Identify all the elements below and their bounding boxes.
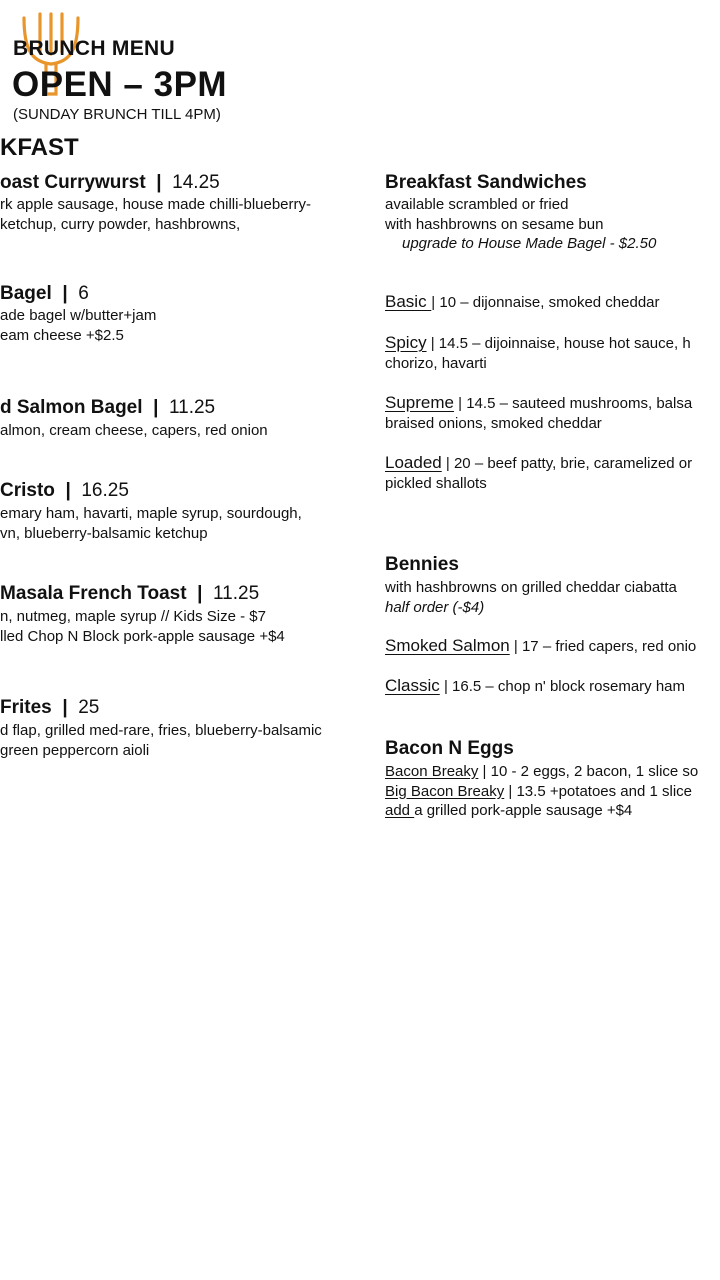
sandwich-basic: Basic | 10 – dijonnaise, smoked cheddar: [385, 292, 660, 311]
hours-heading: OPEN – 3PM: [12, 65, 228, 104]
section-title-sandwiches: Breakfast Sandwiches: [385, 172, 587, 193]
bacon-items: [385, 762, 698, 821]
big-bacon-breaky: Big Bacon Breaky | 13.5 +potatoes and 1 slice: [385, 782, 693, 800]
menu-item-french-toast: Masala French Toast | 11.25: [0, 583, 260, 604]
menu-item-cristo: Cristo | 16.25: [0, 480, 129, 501]
menu-item-frites: Frites | 25: [0, 697, 100, 718]
section-title-bacon: Bacon N Eggs: [385, 738, 514, 759]
item-name: Masala French Toast: [0, 583, 187, 604]
sandwich-supreme: Supreme | 14.5 – sauteed mushrooms, balsa braised onions, smoked cheddar: [385, 393, 693, 432]
section-title-bennies: Bennies: [385, 554, 459, 575]
item-price: 16.25: [81, 480, 129, 501]
item-description: ade bagel w/butter+jam eam cheese +$2.5: [0, 307, 157, 344]
bacon-breaky: Bacon Breaky | 10 - 2 eggs, 2 bacon, 1 slice so: [385, 763, 699, 780]
item-price: 14.25: [172, 172, 220, 193]
menu-item-salmon-bagel: d Salmon Bagel | 11.25: [0, 397, 216, 418]
item-name: Cristo: [0, 480, 55, 501]
item-description: rk apple sausage, house made chilli-blueberry- ketchup, curry powder, hashbrowns,: [0, 196, 312, 233]
item-description: d flap, grilled med-rare, fries, blueberry-balsamic green peppercorn aioli: [0, 722, 322, 759]
item-description: emary ham, havarti, maple syrup, sourdough, vn, blueberry-balsamic ketchup: [0, 505, 302, 542]
item-name: oast Currywurst: [0, 172, 146, 193]
item-price: 11.25: [213, 583, 260, 604]
item-description: n, nutmeg, maple syrup // Kids Size - $7 lled Chop N Block pork-apple sausage +$4: [0, 608, 285, 645]
half-order-note: half order (-$4): [385, 598, 485, 616]
item-price: 25: [78, 697, 100, 718]
add-sausage: add a grilled pork-apple sausage +$4: [385, 802, 633, 819]
sandwiches-description: available scrambled or fried with hashbrowns on sesame bun upgrade to House Made Bagel - $2.50: [385, 196, 657, 252]
section-title-breakfast: KFAST: [0, 134, 79, 161]
item-price: 6: [78, 283, 89, 304]
item-price: 11.25: [168, 397, 216, 418]
item-name: Bagel: [0, 283, 52, 304]
item-name: Frites: [0, 697, 52, 718]
menu-title: BRUNCH MENU: [13, 37, 175, 60]
bennies-description: with hashbrowns on grilled cheddar ciabatta half order (-$4): [385, 579, 677, 616]
menu-item-bagel: Bagel | 6: [0, 283, 89, 304]
sandwich-loaded: Loaded | 20 – beef patty, brie, caramelized or pickled shallots: [385, 453, 693, 492]
sunday-note: (SUNDAY BRUNCH TILL 4PM): [13, 106, 221, 123]
menu-item-currywurst: oast Currywurst | 14.25: [0, 172, 220, 193]
bennies-classic: Classic | 16.5 – chop n' block rosemary ham: [385, 676, 686, 695]
upgrade-note: upgrade to House Made Bagel - $2.50: [402, 235, 657, 252]
item-name: d Salmon Bagel: [0, 397, 143, 418]
sandwich-spicy: Spicy | 14.5 – dijoinnaise, house hot sauce, h chorizo, havarti: [385, 333, 691, 372]
item-description: almon, cream cheese, capers, red onion: [0, 422, 268, 439]
bennies-smoked-salmon: Smoked Salmon | 17 – fried capers, red onio: [385, 636, 697, 655]
